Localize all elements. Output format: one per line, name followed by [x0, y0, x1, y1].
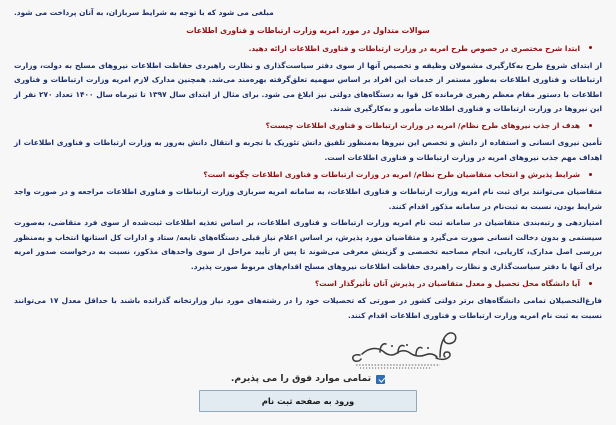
faq-question-1	[10, 42, 606, 56]
accept-terms-row[interactable]	[0, 373, 616, 384]
accept-terms-checkbox[interactable]	[376, 375, 385, 384]
faq-answer-1: از ابتدای شروع طرح به‌کارگیری مشمولان وظیفه و تخصیص آنها از سوی دفتر سیاست‌گذاری و نظارت راهبردی حفاظت اطلاعات نیروهای مسلح به دولت، وزارت ارتباطات و فناوری اطلاعات به‌طور مستمر از خدمات این افراد بر اساس سهمیه تعلق‌گرفته بهره‌مند می‌شد. همچنین مدارک لازم امریه وزارت ارتباطات و فناوری اطلاعات با دستور مقام معظم رهبری فرمانده کل قوا به دستگاه‌های دولتی نیز ابلاغ می شود. برای مثال از ابتدای سال ۱۳۹۷ تا تیرماه سال ۱۴۰۰ تعداد ۲۷۰ نفر از این نیروها در وزارت ارتباطات و فناوری اطلاعات مأمور و به‌کارگیری شدند.	[14, 60, 602, 113]
faq-question-3	[10, 168, 606, 182]
faq-question-5	[10, 277, 606, 291]
intro-line: مبلغی می شود که با توجه به شرایط سربازان، به آنان پرداخت می شود.	[14, 8, 274, 17]
faq-answer-4: امتیازدهی و رتبه‌بندی متقاضیان در سامانه ثبت نام امریه وزارت ارتباطات و فناوری اطلاعات، بر اساس تغذیه اطلاعات ثبت‌شده از سوی فرد متقاضی، به‌صورت سیستمی و بدون دخالت انسانی صورت می‌گیرد و متقاضیان مورد پذیرش، بر اساس اعلام نیاز قبلی دستگاه‌های تابعه/ ستاد و ادارات کل استانها انتخاب و به‌منظور بررسی اصل مدارک، کاریابی، انجام مصاحبه تخصصی و گزینش معرفی می‌شوند تا پس از تأیید مراحل از سوی واحدهای مذکور، نسبت به درخواست صدور امریه برای آنها با دفتر سیاست‌گذاری و نظارت راهبردی حفاظت اطلاعات نیروهای مسلح اقدام‌های مربوط صورت پذیرد.	[14, 218, 602, 271]
register-button-row	[0, 390, 616, 412]
faq-question-2	[10, 119, 606, 133]
bullet-icon	[589, 46, 592, 49]
faq-question-5-text: آیا دانشگاه محل تحصیل و معدل متقاضیان در پذیرش آنان تأثیرگذار است؟	[314, 279, 580, 289]
faq-answer-2: تأمین نیروی انسانی و استفاده از دانش و تخصص این نیروها به‌منظور تلفیق دانش تئوریک با تجربه و انتقال دانش به‌روز به وزارت ارتباطات و فناوری اطلاعات از اهداف مهم جذب نیروهای امریه در وزارت ارتباطات و فناوری اطلاعات است.	[14, 138, 602, 162]
hamrah-moshir-logo	[336, 327, 461, 371]
bullet-icon	[589, 173, 592, 176]
faq-question-2-text: هدف از جذب نیروهای طرح نظام/ امریه در وزارت ارتباطات و فناوری اطلاعات چیست؟	[265, 121, 580, 131]
bullet-icon	[589, 282, 592, 285]
go-to-registration-button[interactable]: ورود به صفحه ثبت نام	[199, 390, 417, 412]
bottom-section	[0, 325, 616, 425]
accept-terms-label: تمامی موارد فوق را می پذیرم.	[230, 373, 372, 384]
section-title: سوالات متداول در مورد امریه وزارت ارتباطات و فناوری اطلاعات	[186, 26, 430, 36]
faq-answer-3: متقاضیان می‌توانند برای ثبت نام امریه وزارت ارتباطات و فناوری اطلاعات، به سامانه امریه سربازی وزارت ارتباطات و فناوری اطلاعات مراجعه و در صورت واجد شرایط بودن، نسبت به ثبت‌نام در سامانه مذکور اقدام کنند.	[14, 187, 602, 211]
faq-question-1-text: ابتدا شرح مختصری در خصوص طرح امریه در وزارت ارتباطات و فناوری اطلاعات ارائه دهید.	[248, 43, 580, 53]
faq-answer-5: فارغ‌التحصیلان تمامی دانشگاه‌های برتر دولتی کشور در صورتی که تحصیلات خود را در رشته‌های مورد نیاز وزارتخانه گذرانده باشند با حداقل معدل ۱۷ می‌توانند نسبت به ثبت نام امریه وزارت ارتباطات و فناوری اطلاعات اقدام کنند.	[14, 296, 602, 320]
bullet-icon	[589, 124, 592, 127]
faq-question-3-text: شرایط پذیرش و انتخاب متقاضیان طرح نظام/ امریه در وزارت ارتباطات و فناوری اطلاعات چگونه است؟	[203, 170, 580, 180]
